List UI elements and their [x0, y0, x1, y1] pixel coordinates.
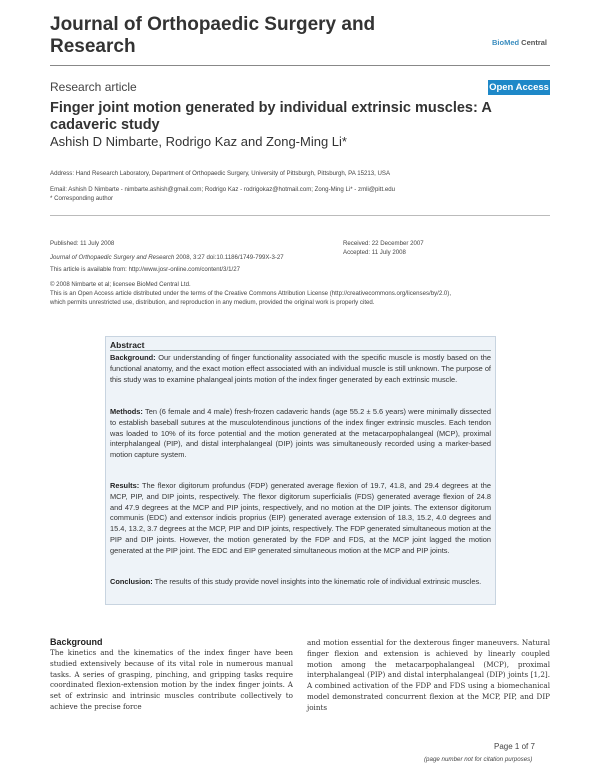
body-right-column: and motion essential for the dexterous finger maneuvers. Natural finger flexion and extension is achieved by linearly coupled motion among the metacarpophalangeal (MCP), proximal interphalangeal (PIP) and distal interphalangeal (DIP) joints [1,2]. A combined activation of the FDP and FDS using a biomechanical model demonstrated concurrent flexion at the MCP, PIP, and DIP joints [307, 638, 550, 712]
background-section-heading: Background [50, 637, 103, 647]
results-label: Results: [110, 481, 140, 490]
corresponding-author: * Corresponding author [50, 195, 114, 202]
authors: Ashish D Nimbarte, Rodrigo Kaz and Zong-Ming Li* [50, 134, 347, 149]
abstract-conclusion [110, 577, 491, 588]
journal-title [50, 14, 450, 58]
abstract-divider [110, 350, 491, 351]
article-type: Research article [50, 80, 137, 94]
license-line-1: This is an Open Access article distributed under the terms of the Creative Commons Attribution License (http://creativecommons.org/licenses/by/2.0), [50, 290, 452, 297]
page-number-note: (page number not for citation purposes) [424, 756, 533, 763]
citation-line [50, 254, 284, 262]
logo-central: Central [519, 38, 548, 47]
logo-bio: BioMed [492, 38, 520, 47]
conclusion-label: Conclusion: [110, 577, 153, 586]
biomed-central-logo [492, 38, 547, 47]
page-number: Page 1 of 7 [494, 742, 535, 751]
results-text: The flexor digitorum profundus (FDP) generated average flexion of 19.7, 41.8, and 29.4 degrees at the MCP, PIP, and DIP joints, respectively. The flexor digitorum superficialis (FDS) generated average flexion of 24.8 and 47.9 degrees at the MCP and PIP joints, respectively, and no motion at the DIP joints. The extensor digitorum communis (EDC) and extensor indicis proprius (EIP) generated average extension of 18.3, 15.2, 4.0 degrees and 15.4, 13.2, 3.7 degrees at the MCP, PIP and DIP joints, respectively. The FDP generated simultaneous motion at the PIP and DIP joints. However, the motion generated by the FDP and FDS, at the MCP joint lagged the motion generated at the PIP joint. The EDC and EIP generated simultaneous motion at the MCP and PIP joints. [110, 481, 491, 555]
copyright: © 2008 Nimbarte et al; licensee BioMed Central Ltd. [50, 281, 191, 288]
accepted-date: Accepted: 11 July 2008 [343, 249, 406, 256]
paper-title: Finger joint motion generated by individual extrinsic muscles: A cadaveric study [50, 100, 492, 133]
journal-title-line2: Research [50, 36, 136, 57]
email-line: Email: Ashish D Nimbarte - nimbarte.ashish@gmail.com; Rodrigo Kaz - rodrigokaz@hotmail.com; Zong-Ming Li* - zmli@pitt.edu [50, 186, 396, 193]
received-date: Received: 22 December 2007 [343, 240, 424, 247]
meta-divider [50, 215, 550, 216]
background-text: Our understanding of finger functionality associated with the specific muscle is mostly based on the functional anatomy, and the exact motion effect associated with an individual muscle is still unknown. The purpose of this study was to examine phalangeal joints motion of the index finger generated by each extrinsic muscle. [110, 353, 491, 384]
license-line-2: which permits unrestricted use, distribution, and reproduction in any medium, provided the original work is properly cited. [50, 299, 375, 306]
background-label: Background: [110, 353, 156, 362]
conclusion-text: The results of this study provide novel insights into the kinematic role of individual extrinsic muscles. [152, 577, 482, 586]
citation-details: 2008, 3:27 doi:10.1186/1749-799X-3-27 [174, 254, 284, 261]
abstract-methods [110, 407, 491, 461]
address: Address: Hand Research Laboratory, Department of Orthopaedic Surgery, University of Pittsburgh, Pittsburgh, PA 15213, USA [50, 170, 391, 177]
abstract-results [110, 481, 491, 557]
journal-name-italic: Journal of Orthopaedic Surgery and Research [50, 254, 175, 261]
methods-text: Ten (6 female and 4 male) fresh-frozen cadaveric hands (age 55.2 ± 5.6 years) were minimally dissected to establish baseball sutures at the musculotendinous junctions of the index finger extrinsic muscles. Each tendon was loaded to 10% of its force potential and the motion generated at the metacarpophalangeal (MCP), proximal interphalangeal (PIP), and distal interphalangeal (DIP) joints was simultaneously recorded using a marker-based motion capture system. [110, 407, 491, 460]
open-access-badge: Open Access [489, 82, 549, 93]
published-date: Published: 11 July 2008 [50, 240, 115, 247]
availability-link[interactable]: This article is available from: http://www.josr-online.com/content/3/1/27 [50, 266, 241, 273]
journal-title-line1: Journal of Orthopaedic Surgery and [50, 14, 376, 35]
abstract-background [110, 353, 491, 385]
body-left-column: The kinetics and the kinematics of the index finger have been studied extensively because of its vital role in numerous manual tasks. A series of grasping, pinching, and gripping tasks require coordinated flexion-extension motion by the index finger joints. A set of extrinsic and intrinsic muscles contribute collectively to achieve the precise force [50, 648, 293, 711]
methods-label: Methods: [110, 407, 143, 416]
abstract-heading: Abstract [110, 340, 145, 350]
header-divider [50, 65, 550, 66]
